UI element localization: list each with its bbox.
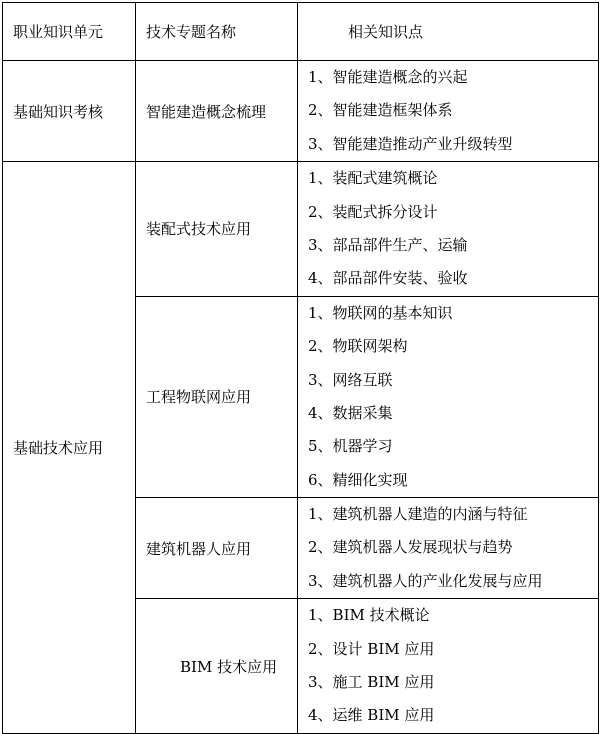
points-list	[298, 297, 598, 497]
topic-name: 工程物联网应用	[136, 296, 298, 497]
points-cell	[298, 296, 599, 497]
topic-name: BIM 技术应用	[136, 599, 298, 734]
list-item: 3、部品部件生产、运输	[308, 235, 468, 254]
list-item: 1、建筑机器人建造的内涵与特征	[308, 505, 528, 524]
header-row	[3, 3, 599, 61]
list-item: 3、智能建造推动产业升级转型	[308, 134, 513, 153]
table-row	[3, 61, 599, 162]
list-item: 1、智能建造概念的兴起	[308, 68, 468, 86]
list-item: 1、物联网的基本知识	[308, 303, 453, 322]
header-points: 相关知识点	[298, 3, 599, 61]
list-item: 1、装配式建筑概论	[308, 169, 438, 188]
list-item: 2、建筑机器人发展现状与趋势	[308, 538, 513, 557]
topic-name: 建筑机器人应用	[136, 498, 298, 599]
points-list	[298, 599, 598, 733]
header-topic: 技术专题名称	[136, 3, 298, 61]
list-item: 2、设计 BIM 应用	[308, 639, 435, 658]
header-unit: 职业知识单元	[3, 3, 136, 61]
points-list	[298, 162, 598, 296]
list-item: 3、施工 BIM 应用	[308, 673, 435, 692]
list-item: 3、建筑机器人的产业化发展与应用	[308, 571, 543, 590]
points-cell	[298, 498, 599, 599]
list-item: 2、物联网架构	[308, 337, 408, 356]
points-list	[298, 61, 598, 161]
list-item: 2、智能建造框架体系	[308, 101, 453, 120]
list-item: 1、BIM 技术概论	[308, 606, 430, 625]
points-cell	[298, 162, 599, 297]
points-list	[298, 498, 598, 598]
list-item: 6、精细化实现	[308, 470, 408, 489]
topic-name: 智能建造概念梳理	[136, 61, 298, 162]
list-item: 4、部品部件安装、验收	[308, 269, 468, 288]
list-item: 2、装配式拆分设计	[308, 202, 438, 221]
unit-name: 基础技术应用	[3, 162, 136, 734]
list-item: 4、数据采集	[308, 403, 393, 422]
knowledge-table	[2, 2, 599, 734]
points-cell	[298, 599, 599, 734]
topic-name: 装配式技术应用	[136, 162, 298, 297]
points-cell	[298, 61, 599, 162]
list-item: 4、运维 BIM 应用	[308, 706, 435, 725]
table-row	[3, 162, 599, 297]
unit-name: 基础知识考核	[3, 61, 136, 162]
list-item: 3、网络互联	[308, 370, 393, 389]
list-item: 5、机器学习	[308, 437, 393, 456]
